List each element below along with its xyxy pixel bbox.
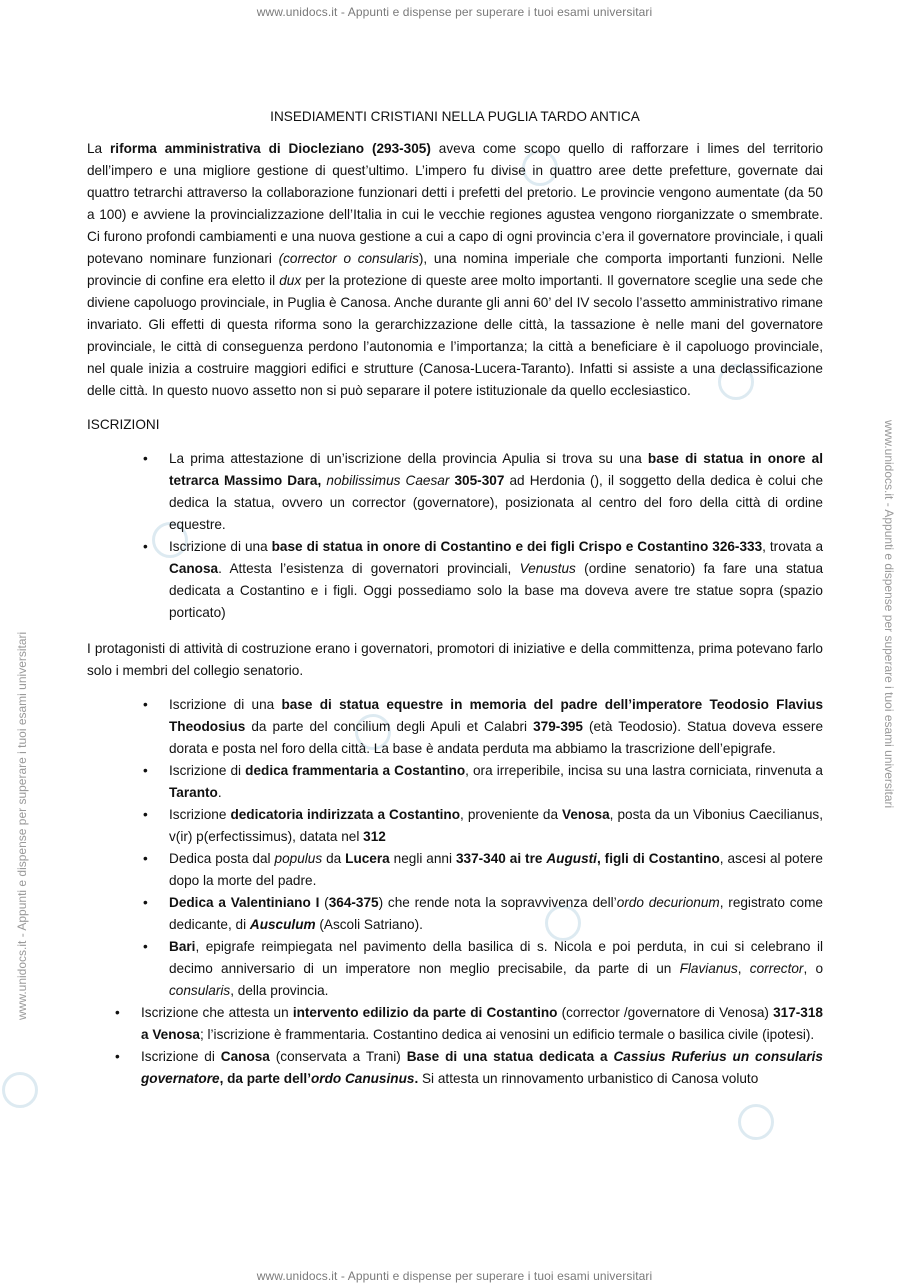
watermark-top: www.unidocs.it - Appunti e dispense per superare i tuoi esami universitari bbox=[256, 5, 653, 19]
bold-italic-text: Augusti bbox=[546, 851, 597, 866]
list-item bbox=[87, 892, 823, 936]
bold-text: base di statua in onore di Costantino e dei figli Crispo e Costantino 326-333 bbox=[271, 539, 763, 554]
text: aveva come scopo quello di rafforzare i limes del territorio dell’impero e una migliore gestione di quest’ultimo. L’impero fu divise in quattro aree dette prefetture, governate dai quattro tetrarchi attraverso la collaborazione funzionari detti i prefetti del pretorio. Le provincie vengono aumentate (da 50 a 100) e avviene la provincializzazione dell’Italia in cui le vecchie regiones agustea vengono riorganizzate o smembrate. Ci furono profondi cambiamenti e una nuova gestione a cui a capo di ogni provincia c’era il governatore provinciale, i quali potevano nominare funzionari bbox=[87, 141, 824, 266]
text: ), una nomina imperiale che comporta importanti funzioni. Nelle provincie di confine era eletto il bbox=[87, 251, 823, 288]
text: , trovata a bbox=[762, 539, 824, 554]
text: Iscrizione di bbox=[141, 1049, 221, 1064]
bold-text: Venosa bbox=[562, 807, 610, 822]
inscriptions-list bbox=[87, 448, 823, 624]
text: da bbox=[322, 851, 346, 866]
italic-text: (corrector o consularis bbox=[278, 251, 419, 266]
watermark-bottom: www.unidocs.it - Appunti e dispense per superare i tuoi esami universitari bbox=[256, 1269, 653, 1283]
watermark-logo-icon bbox=[738, 1104, 774, 1140]
italic-text: Venustus bbox=[519, 561, 576, 576]
bold-text: Lucera bbox=[345, 851, 390, 866]
bold-text: , figli di Costantino bbox=[596, 851, 720, 866]
text: , proveniente da bbox=[460, 807, 563, 822]
list-item bbox=[87, 1002, 823, 1046]
text: , posta da un Vibonius Caecilianus, v(ir) p(erfectissimus), datata nel bbox=[169, 807, 823, 844]
italic-text: dux bbox=[279, 273, 302, 288]
bold-text: base di statua equestre in memoria del padre dell’imperatore Teodosio Flavius Theodosius bbox=[169, 697, 824, 734]
text: Iscrizione bbox=[169, 807, 231, 822]
text: per la protezione di queste aree molto importanti. Il governatore sceglie una sede che diviene capoluogo provinciale, in Puglia è Canosa. Anche durante gli anni 60’ del IV secolo l’assetto amministrativo rimane invariato. Gli effetti di questa riforma sono la gerarchizzazione delle città, la tassazione è nelle mani del governatore provinciale, le città di conseguenza perdono l’autonomia e l’importanza; la città a beneficiare è il capoluogo provinciale, nel quale inizia a costruire maggiori edifici e strutture (Canosa-Lucera-Taranto). Infatti si assiste a una declassificazione delle città. In questo nuovo assetto non si può separare il potere istituzionale da quello ecclesiastico. bbox=[87, 273, 824, 398]
italic-text: populus bbox=[274, 851, 323, 866]
section-heading: ISCRIZIONI bbox=[87, 417, 160, 432]
text: , o bbox=[803, 961, 824, 976]
bold-text: 312 bbox=[363, 829, 386, 844]
bold-text: intervento edilizio da parte di Costantino bbox=[292, 1005, 558, 1020]
intro-paragraph bbox=[87, 138, 823, 402]
text: , ora irreperibile, incisa su una lastra corniciata, rinvenuta a bbox=[465, 763, 823, 778]
bold-italic-text: Ausculum bbox=[249, 917, 316, 932]
protagonists-paragraph: I protagonisti di attività di costruzione erano i governatori, promotori di iniziative e della committenza, prima potevano farlo solo i membri del collegio senatorio. bbox=[87, 641, 823, 678]
bold-italic-text: ordo Canusinus bbox=[310, 1071, 415, 1086]
text: ) che rende nota la sopravvivenza dell’ bbox=[378, 895, 617, 910]
list-item bbox=[87, 936, 823, 1002]
bold-text: , da parte dell’ bbox=[219, 1071, 311, 1086]
bold-text: . bbox=[414, 1071, 419, 1086]
bold-text: Canosa bbox=[220, 1049, 270, 1064]
list-item bbox=[87, 448, 823, 536]
text: , bbox=[737, 961, 750, 976]
italic-text: Flavianus bbox=[679, 961, 738, 976]
text: (età Teodosio). Statua doveva essere dorata e posta nel foro della città. La base è andata perduta ma abbiamo la trascrizione dell’epigrafe. bbox=[169, 719, 824, 756]
text: Iscrizione che attesta un bbox=[141, 1005, 293, 1020]
bold-text: base di statua in onore al tetrarca Massimo Dara, bbox=[169, 451, 823, 488]
text: ( bbox=[319, 895, 329, 910]
list-item bbox=[87, 1046, 823, 1090]
watermark-right: www.unidocs.it - Appunti e dispense per superare i tuoi esami universitari bbox=[882, 420, 896, 809]
text: , epigrafe reimpiegata nel pavimento della basilica di s. Nicola e poi perduta, in cui si celebrano il decimo anniversario di un imperatore non meglio precisabile, da parte di un bbox=[169, 939, 823, 976]
italic-text: nobilissimus Caesar bbox=[326, 473, 450, 488]
list-item bbox=[87, 694, 823, 760]
bold-text: riforma amministrativa di Diocleziano (293-305) bbox=[110, 141, 431, 156]
list-item bbox=[87, 804, 823, 848]
text: Iscrizione di una bbox=[169, 539, 272, 554]
bold-text: 364-375 bbox=[328, 895, 379, 910]
text: (Ascoli Satriano). bbox=[315, 917, 423, 932]
bold-text: Base di una statua dedicata a bbox=[406, 1049, 614, 1064]
text: negli anni bbox=[389, 851, 456, 866]
text: , della provincia. bbox=[230, 983, 329, 998]
text: , ascesi al potere dopo la morte del padre. bbox=[169, 851, 823, 888]
list-item bbox=[87, 848, 823, 892]
document-body bbox=[87, 106, 823, 1090]
text: da parte del concilium degli Apuli et Calabri bbox=[245, 719, 534, 734]
text: (corrector /governatore di Venosa) bbox=[557, 1005, 774, 1020]
text: Dedica posta dal bbox=[169, 851, 275, 866]
text: . bbox=[217, 785, 222, 800]
bold-text: Dedica a Valentiniano I bbox=[169, 895, 320, 910]
text: . Attesta l’esistenza di governatori provinciali, bbox=[218, 561, 520, 576]
text: Iscrizione di una bbox=[169, 697, 282, 712]
text: ad Herdonia (), il soggetto della dedica è colui che dedica la statua, ovvero un corrector (governatore), posizionata al centro del foro della città di ordine equestre. bbox=[169, 473, 824, 532]
inscriptions-list-3 bbox=[87, 1002, 823, 1090]
text: Si attesta un rinnovamento urbanistico di Canosa voluto bbox=[418, 1071, 759, 1086]
bold-text: 305-307 bbox=[454, 473, 505, 488]
text: , registrato come dedicante, di bbox=[169, 895, 823, 932]
text: Iscrizione di bbox=[169, 763, 246, 778]
italic-text: corrector bbox=[749, 961, 804, 976]
text: La prima attestazione di un’iscrizione della provincia Apulia si trova su una bbox=[169, 451, 648, 466]
bold-text: Taranto bbox=[169, 785, 218, 800]
bold-text: 317-318 a Venosa bbox=[141, 1005, 823, 1042]
list-item bbox=[87, 760, 823, 804]
bold-text: 379-395 bbox=[533, 719, 583, 734]
bold-text: dedicatoria indirizzata a Costantino bbox=[230, 807, 461, 822]
text: (ordine senatorio) fa fare una statua dedicata a Costantino e i figli. Oggi possediamo solo la base ma doveva avere tre statue sopra (spazio porticato) bbox=[169, 561, 823, 620]
document-title: INSEDIAMENTI CRISTIANI NELLA PUGLIA TARDO ANTICA bbox=[270, 109, 640, 124]
bold-text: Canosa bbox=[169, 561, 219, 576]
italic-text: consularis bbox=[169, 983, 231, 998]
text: La bbox=[87, 141, 111, 156]
watermark-left: www.unidocs.it - Appunti e dispense per superare i tuoi esami universitari bbox=[15, 631, 29, 1020]
watermark-logo-icon bbox=[2, 1072, 38, 1108]
bold-italic-text: Cassius Ruferius un consularis governatore bbox=[141, 1049, 823, 1086]
bold-text: 337-340 ai tre bbox=[455, 851, 547, 866]
list-item bbox=[87, 536, 823, 624]
text: (conservata a Trani) bbox=[269, 1049, 407, 1064]
bold-text: Bari bbox=[169, 939, 196, 954]
text: ; l’iscrizione è frammentaria. Costantino dedica ai venosini un edificio termale o basilica civile (ipotesi). bbox=[199, 1027, 815, 1042]
inscriptions-list-2 bbox=[87, 694, 823, 1002]
bold-text: dedica frammentaria a Costantino bbox=[245, 763, 466, 778]
italic-text: ordo decurionum bbox=[616, 895, 720, 910]
